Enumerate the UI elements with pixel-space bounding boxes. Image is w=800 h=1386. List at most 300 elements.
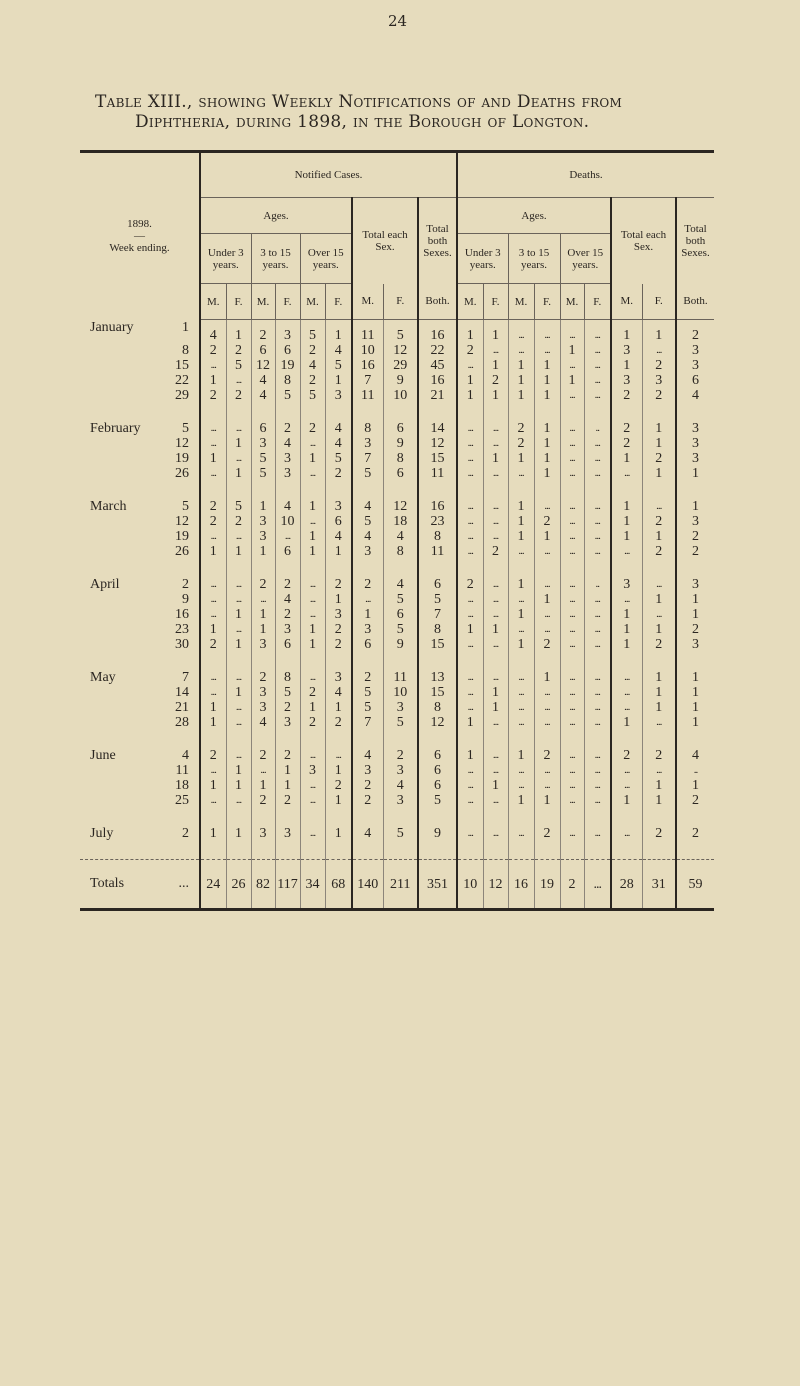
sex-header-m: M.: [200, 284, 226, 320]
table-cell: 1: [300, 637, 325, 652]
table-cell: ...: [560, 748, 584, 763]
week-label: [80, 544, 200, 559]
table-cell: ...: [560, 529, 584, 544]
table-cell: ...: [508, 715, 534, 730]
table-cell: 1: [534, 466, 560, 481]
table-cell: 1: [534, 592, 560, 607]
table-cell: ...: [200, 685, 226, 700]
table-cell: 1: [508, 529, 534, 544]
table-cell: 2: [508, 421, 534, 436]
day-label: 21: [175, 700, 189, 715]
table-cell: 1: [251, 622, 275, 637]
table-cell: 23: [418, 514, 457, 529]
table-cell: 117: [275, 860, 300, 910]
table-cell: 4: [352, 826, 383, 841]
table-cell: 2: [642, 544, 676, 559]
table-cell: 2: [457, 577, 483, 592]
table-cell: 1: [642, 320, 676, 344]
table-cell: ...: [534, 499, 560, 514]
table-cell: ...: [560, 778, 584, 793]
table-cell: 1: [508, 514, 534, 529]
table-cell: ...: [483, 637, 508, 652]
table-cell: 1: [457, 715, 483, 730]
table-cell: 4: [275, 592, 300, 607]
table-cell: ...: [584, 778, 611, 793]
table-cell: 1: [534, 670, 560, 685]
table-cell: 16: [418, 499, 457, 514]
table-cell: 1: [325, 793, 352, 808]
table-cell: 3: [275, 622, 300, 637]
table-cell: ...: [611, 700, 642, 715]
table-cell: 1: [300, 544, 325, 559]
table-cell: 5: [300, 320, 325, 344]
table-cell: 2: [200, 748, 226, 763]
table-cell: 8: [418, 622, 457, 637]
table-cell: 3: [676, 514, 714, 529]
table-cell: 1: [200, 700, 226, 715]
table-cell: 1: [642, 778, 676, 793]
table-cell: 1: [534, 451, 560, 466]
table-cell: 6: [251, 421, 275, 436]
table-cell: 2: [300, 421, 325, 436]
table-cell: ...: [300, 793, 325, 808]
day-label: 12: [175, 514, 189, 529]
table-cell: 12: [251, 358, 275, 373]
table-cell: ...: [226, 793, 251, 808]
table-cell: ...: [200, 763, 226, 778]
week-label: [80, 514, 200, 529]
table-cell: 1: [508, 373, 534, 388]
table-cell: ...: [508, 466, 534, 481]
table-title: [95, 92, 795, 132]
table-cell: ...: [226, 715, 251, 730]
group-spacer: [80, 808, 714, 826]
table-cell: ...: [508, 622, 534, 637]
table-cell: 1: [642, 670, 676, 685]
table-cell: 2: [676, 622, 714, 637]
table-body: [80, 320, 714, 910]
table-cell: 1: [611, 607, 642, 622]
table-cell: 2: [300, 373, 325, 388]
table-cell: 11: [352, 320, 383, 344]
table-row: [80, 529, 714, 544]
table-cell: ...: [508, 778, 534, 793]
table-cell: 2: [611, 436, 642, 451]
table-cell: ...: [534, 778, 560, 793]
table-cell: 1: [226, 763, 251, 778]
table-cell: 10: [383, 388, 418, 403]
table-cell: 2: [275, 748, 300, 763]
table-cell: 1: [508, 388, 534, 403]
table-cell: 2: [325, 778, 352, 793]
table-cell: 1: [676, 700, 714, 715]
table-cell: 28: [611, 860, 642, 910]
table-cell: ...: [483, 421, 508, 436]
table-cell: 2: [352, 778, 383, 793]
table-cell: 1: [226, 544, 251, 559]
table-cell: 1: [226, 685, 251, 700]
table-cell: ...: [508, 763, 534, 778]
table-cell: 1: [457, 748, 483, 763]
week-label: [80, 670, 200, 685]
table-cell: 59: [676, 860, 714, 910]
table-cell: ...: [508, 700, 534, 715]
table-cell: ...: [584, 763, 611, 778]
table-cell: 4: [676, 388, 714, 403]
table-cell: ...: [483, 529, 508, 544]
table-cell: ...: [483, 826, 508, 841]
table-cell: 2: [534, 514, 560, 529]
table-cell: ...: [534, 763, 560, 778]
notified-3-15-header: 3 to 15 years.: [251, 234, 300, 284]
table-cell: 3: [251, 436, 275, 451]
table-cell: 1: [611, 793, 642, 808]
table-row: [80, 622, 714, 637]
table-cell: 2: [611, 421, 642, 436]
table-cell: 3: [676, 436, 714, 451]
table-cell: 1: [352, 607, 383, 622]
table-cell: 2: [275, 700, 300, 715]
table-cell: 6: [383, 421, 418, 436]
day-label: 19: [175, 451, 189, 466]
table-cell: 2: [200, 499, 226, 514]
week-label: [80, 622, 200, 637]
table-cell: 24: [200, 860, 226, 910]
table-cell: 2: [611, 748, 642, 763]
table-cell: 8: [383, 544, 418, 559]
table-cell: ...: [483, 793, 508, 808]
table-cell: ...: [611, 685, 642, 700]
table-cell: ...: [642, 577, 676, 592]
table-cell: ...: [534, 700, 560, 715]
table-cell: ...: [534, 715, 560, 730]
table-cell: 1: [275, 778, 300, 793]
table-cell: ...: [560, 544, 584, 559]
table-cell: 1: [483, 622, 508, 637]
table-cell: ...: [300, 670, 325, 685]
sex-header-f: F.: [383, 284, 418, 320]
table-cell: ...: [352, 592, 383, 607]
table-cell: ...: [584, 373, 611, 388]
table-cell: 3: [251, 826, 275, 841]
table-cell: 1: [534, 436, 560, 451]
table-cell: ...: [300, 466, 325, 481]
table-cell: ...: [457, 700, 483, 715]
table-cell: ...: [642, 343, 676, 358]
table-cell: 6: [251, 343, 275, 358]
table-cell: 5: [226, 499, 251, 514]
table-cell: 6: [418, 748, 457, 763]
day-label: 25: [175, 793, 189, 808]
table-cell: ...: [300, 577, 325, 592]
table-cell: 1: [508, 451, 534, 466]
table-cell: 19: [534, 860, 560, 910]
table-cell: 1: [676, 499, 714, 514]
table-cell: ...: [200, 421, 226, 436]
table-cell: 1: [642, 685, 676, 700]
table-cell: ...: [584, 715, 611, 730]
table-cell: ...: [560, 826, 584, 841]
table-cell: ...: [483, 343, 508, 358]
table-cell: 1: [508, 577, 534, 592]
table-cell: 1: [676, 466, 714, 481]
table-cell: ...: [200, 577, 226, 592]
table-cell: 31: [642, 860, 676, 910]
table-cell: 9: [383, 637, 418, 652]
table-cell: ...: [300, 514, 325, 529]
table-cell: 1: [300, 499, 325, 514]
table-cell: 2: [325, 466, 352, 481]
table-cell: ...: [457, 529, 483, 544]
table-cell: 2: [275, 607, 300, 622]
table-cell: 6: [418, 778, 457, 793]
table-cell: 16: [418, 373, 457, 388]
table-cell: 2: [325, 637, 352, 652]
table-cell: ...: [611, 778, 642, 793]
table-cell: 2: [642, 748, 676, 763]
week-label: [80, 388, 200, 403]
table-cell: 1: [200, 778, 226, 793]
table-cell: 1: [611, 451, 642, 466]
table-cell: 2: [200, 637, 226, 652]
table-cell: 8: [383, 451, 418, 466]
table-cell: ...: [584, 685, 611, 700]
table-cell: ...: [457, 793, 483, 808]
table-cell: ...: [584, 670, 611, 685]
table-cell: ...: [226, 577, 251, 592]
table-cell: ...: [560, 685, 584, 700]
table-cell: 3: [352, 436, 383, 451]
table-cell: 2: [676, 793, 714, 808]
table-cell: ...: [560, 514, 584, 529]
day-label: 11: [175, 763, 189, 778]
table-cell: 5: [352, 466, 383, 481]
table-cell: 1: [325, 592, 352, 607]
table-cell: 2: [300, 343, 325, 358]
table-cell: ...: [584, 529, 611, 544]
table-cell: ...: [508, 343, 534, 358]
table-cell: 22: [418, 343, 457, 358]
table-cell: 4: [325, 343, 352, 358]
table-cell: 12: [383, 343, 418, 358]
table-cell: 2: [676, 320, 714, 344]
table-cell: ...: [642, 499, 676, 514]
table-cell: ...: [483, 436, 508, 451]
table-cell: 9: [383, 373, 418, 388]
table-cell: 6: [418, 763, 457, 778]
table-cell: ...: [508, 592, 534, 607]
table-row: [80, 343, 714, 358]
table-cell: 1: [676, 778, 714, 793]
table-row: [80, 826, 714, 841]
sex-header-m: M.: [457, 284, 483, 320]
table-cell: 5: [383, 715, 418, 730]
sex-header-both: Both.: [676, 284, 714, 320]
sex-header-f: F.: [534, 284, 560, 320]
table-cell: 45: [418, 358, 457, 373]
table-cell: ...: [584, 700, 611, 715]
table-cell: 3: [676, 421, 714, 436]
table-cell: 3: [300, 763, 325, 778]
table-cell: ...: [611, 826, 642, 841]
table-cell: ...: [483, 592, 508, 607]
table-cell: 2: [642, 358, 676, 373]
table-cell: ...: [560, 466, 584, 481]
table-cell: 2: [534, 748, 560, 763]
week-label: [80, 685, 200, 700]
table-cell: 1: [226, 778, 251, 793]
table-cell: 3: [275, 320, 300, 344]
table-cell: 1: [300, 700, 325, 715]
day-label: 18: [175, 778, 189, 793]
table-cell: ...: [611, 466, 642, 481]
table-cell: 2: [352, 577, 383, 592]
sex-header-m: M.: [352, 284, 383, 320]
table-cell: 1: [325, 700, 352, 715]
table-cell: ...: [457, 436, 483, 451]
notified-total-both-header: Total both Sexes.: [418, 198, 457, 284]
table-cell: 1: [611, 358, 642, 373]
table-row: [80, 670, 714, 685]
table-cell: 7: [418, 607, 457, 622]
table-cell: 1: [200, 451, 226, 466]
sex-header-m: M.: [300, 284, 325, 320]
table-cell: ...: [226, 700, 251, 715]
table-cell: 4: [275, 499, 300, 514]
table-cell: 13: [418, 670, 457, 685]
table-cell: ...: [300, 826, 325, 841]
table-cell: 1: [200, 373, 226, 388]
week-label: [80, 436, 200, 451]
day-label: 26: [175, 544, 189, 559]
table-cell: 12: [418, 715, 457, 730]
week-label: [80, 715, 200, 730]
table-cell: 2: [457, 343, 483, 358]
table-cell: ...: [560, 670, 584, 685]
table-cell: 2: [352, 670, 383, 685]
table-cell: ...: [584, 436, 611, 451]
table-cell: 4: [383, 778, 418, 793]
table-cell: 1: [534, 358, 560, 373]
table-cell: 1: [483, 685, 508, 700]
table-cell: ...: [611, 670, 642, 685]
table-cell: ...: [642, 715, 676, 730]
table-cell: ...: [226, 592, 251, 607]
table-cell: ...: [584, 607, 611, 622]
sex-header-f: F.: [642, 284, 676, 320]
table-cell: ...: [457, 499, 483, 514]
table-cell: 5: [352, 685, 383, 700]
table-row: [80, 748, 714, 763]
table-cell: ...: [457, 637, 483, 652]
table-cell: ...: [584, 793, 611, 808]
table-cell: ...: [560, 592, 584, 607]
table-cell: 1: [226, 637, 251, 652]
table-cell: 6: [352, 637, 383, 652]
totals-row: [80, 860, 714, 910]
table-cell: 1: [457, 622, 483, 637]
table-cell: 29: [383, 358, 418, 373]
table-cell: 1: [676, 592, 714, 607]
table-cell: 4: [383, 577, 418, 592]
table-cell: 7: [352, 373, 383, 388]
table-cell: ...: [584, 466, 611, 481]
table-cell: ...: [226, 670, 251, 685]
notified-under-3-header: Under 3 years.: [200, 234, 251, 284]
table-cell: ...: [483, 607, 508, 622]
week-label: [80, 607, 200, 622]
table-row: [80, 451, 714, 466]
table-cell: 2: [483, 544, 508, 559]
table-cell: 2: [251, 748, 275, 763]
table-cell: 8: [352, 421, 383, 436]
table-cell: 1: [251, 499, 275, 514]
table-cell: ...: [508, 826, 534, 841]
table-cell: 11: [383, 670, 418, 685]
table-cell: ...: [584, 358, 611, 373]
table-cell: ...: [584, 826, 611, 841]
table-cell: ...: [611, 763, 642, 778]
table-cell: 3: [275, 451, 300, 466]
table-cell: 3: [676, 343, 714, 358]
month-label: July: [90, 826, 114, 841]
day-label: 12: [175, 436, 189, 451]
table-cell: 1: [508, 793, 534, 808]
dash: —: [134, 230, 145, 243]
table-cell: ...: [200, 607, 226, 622]
table-cell: 1: [642, 622, 676, 637]
title-line-2: Diphtheria, during 1898, in the Borough of Longton.: [135, 112, 590, 132]
table-cell: 9: [418, 826, 457, 841]
table-cell: ...: [251, 763, 275, 778]
table-row: [80, 793, 714, 808]
table-cell: 5: [251, 451, 275, 466]
deaths-ages-header: Ages.: [457, 198, 611, 234]
table-cell: ...: [457, 670, 483, 685]
table-cell: 1: [508, 637, 534, 652]
table-cell: 351: [418, 860, 457, 910]
table-cell: ...: [508, 544, 534, 559]
table-cell: 4: [275, 436, 300, 451]
table-cell: 1: [457, 388, 483, 403]
table-row: [80, 607, 714, 622]
table-cell: 2: [200, 388, 226, 403]
sex-header-m: M.: [611, 284, 642, 320]
table-row: [80, 592, 714, 607]
notified-over-15-header: Over 15 years.: [300, 234, 352, 284]
table-row: [80, 373, 714, 388]
table-cell: ...: [560, 451, 584, 466]
table-cell: 2: [560, 860, 584, 910]
table-cell: 3: [251, 685, 275, 700]
table-cell: 1: [457, 320, 483, 344]
day-label: 8: [182, 343, 189, 358]
table-cell: ...: [560, 421, 584, 436]
table-cell: 3: [676, 577, 714, 592]
table-row: [80, 700, 714, 715]
table-cell: ...: [584, 343, 611, 358]
table-cell: 6: [418, 577, 457, 592]
table-cell: 1: [642, 700, 676, 715]
table-cell: ...: [200, 793, 226, 808]
table-cell: ...: [200, 436, 226, 451]
table-cell: 12: [418, 436, 457, 451]
table-cell: ...: [534, 577, 560, 592]
table-cell: ...: [560, 715, 584, 730]
table-cell: 1: [676, 607, 714, 622]
table-cell: 1: [642, 466, 676, 481]
table-cell: 7: [352, 451, 383, 466]
